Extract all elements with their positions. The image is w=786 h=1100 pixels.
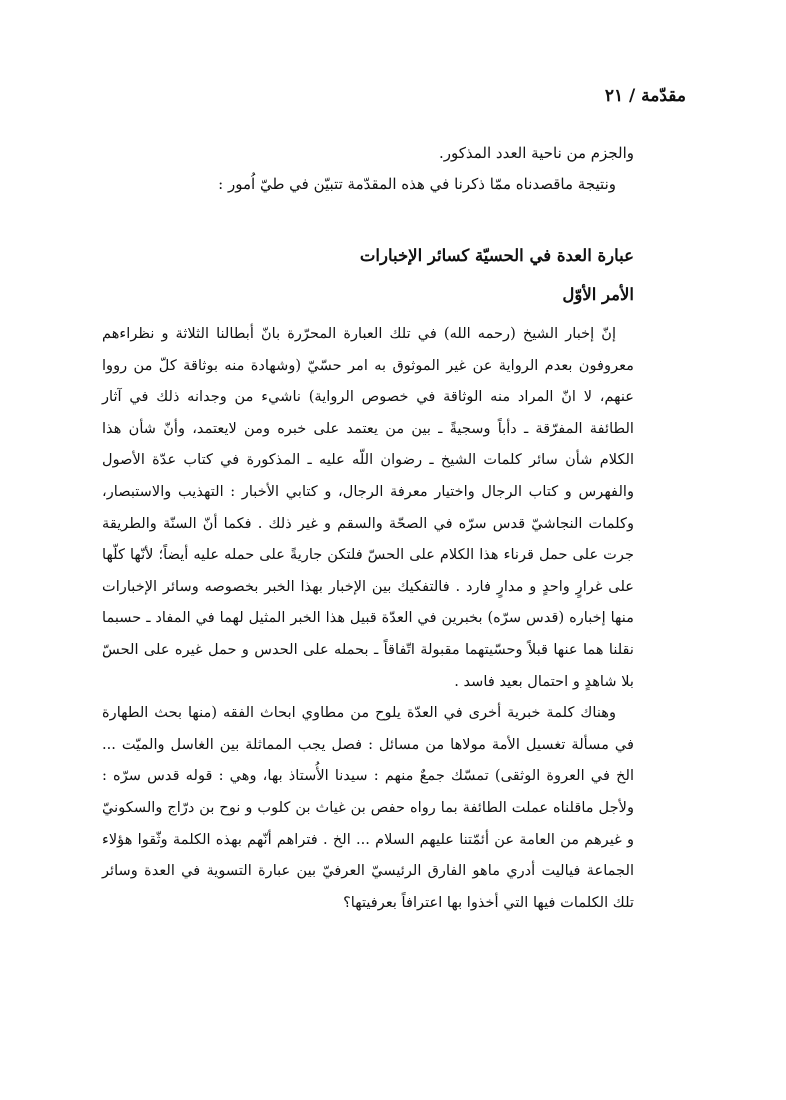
paragraph: إنّ إخبار الشيخ (رحمه الله) في تلك العبارة المحرّرة بانّ أبطالنا الثلاثة و نظراءهم معروفون بعدم الرواية عن غير الموثوق به امر حسّيّ (وشهادة منه بوثاقة كلّ من رووا عنهم، لا انّ المراد منه الوثاقة في خصوص الرواية) ناشيء من وجدانه ذلك في آثار الطائفة المفرّقة ـ دأباً وسجيةً ـ بين من يعتمد على خبره ومن لايعتمد، وأنّ شأن هذا الكلام شأن سائر كلمات الشيخ ـ رضوان اللّه عليه ـ المذكورة في كتاب عدّة الأصول والفهرس و كتاب الرجال واختيار معرفة الرجال، و كتابي الأخبار : التهذيب والاستبصار، وكلمات النجاشيّ قدس سرّه في الصحّة والسقم و غير ذلك . فكما أنّ السنّة والطريقة جرت على حمل قرناء هذا الكلام على الحسّ فلتكن جاريةً على حمله عليه أيضاً؛ لأنّها كلّها على غرارٍ واحدٍ و مدارٍ فارد . فالتفكيك بين الإخبار بهذا الخبر بخصوصه وسائر الإخبارات منها إخباره (قدس سرّه) بخبرين في العدّة قبيل هذا الخبر المثيل لهما في المفاد ـ حسبما نقلنا هما عنها قبلاً وحسّيتهما مقبولة اتّفاقاً ـ بحمله على الحدس و حمل غيره على الحسّ بلا شاهدٍ و احتمال بعيد فاسد . xyxy=(102,325,635,690)
paragraph: وهناك كلمة خبرية أخرى في العدّة يلوح من مطاوي ابحاث الفقه (منها بحث الطهارة في مسألة تغسيل الأمة مولاها من مسائل : فصل يجب المماثلة بين الغاسل والميّت ... الخ في العروة الوثقى) تمسّك جمعٌ منهم : سيدنا الأُستاذ بها، وهي : قوله قدس سرّه : ولأجل ماقلناه عملت الطائفة بما رواه حفص بن غياث بن كلوب و نوح بن درّاج والسكونيّ و غيرهم من العامة عن أئمّتنا عليهم السلام ... الخ . فتراهم أنّهم بهذه الكلمة وثّقوا هؤلاء الجماعة فياليت أدري ماهو الفارق الرئيسيّ العرفيّ بين عبارة التسوية في العدة وسائر تلك الكلمات فيها التي أخذوا بها اعترافاً بعرفيتها؟ xyxy=(102,704,634,911)
intro-text xyxy=(100,138,634,200)
intro-line: والجزم من ناحية العدد المذكور. xyxy=(438,144,634,162)
body-text xyxy=(102,318,634,918)
subsection-title: الأمر الأوّل xyxy=(562,285,634,304)
section-title: عبارة العدة في الحسيّة كسائر الإخبارات xyxy=(359,246,634,265)
intro-line: ونتيجة ماقصدناه ممّا ذكرنا في هذه المقدّمة تتبيّن في طيّ اُمور : xyxy=(218,175,616,193)
page-header: مقدّمة / ٢١ xyxy=(604,86,686,106)
